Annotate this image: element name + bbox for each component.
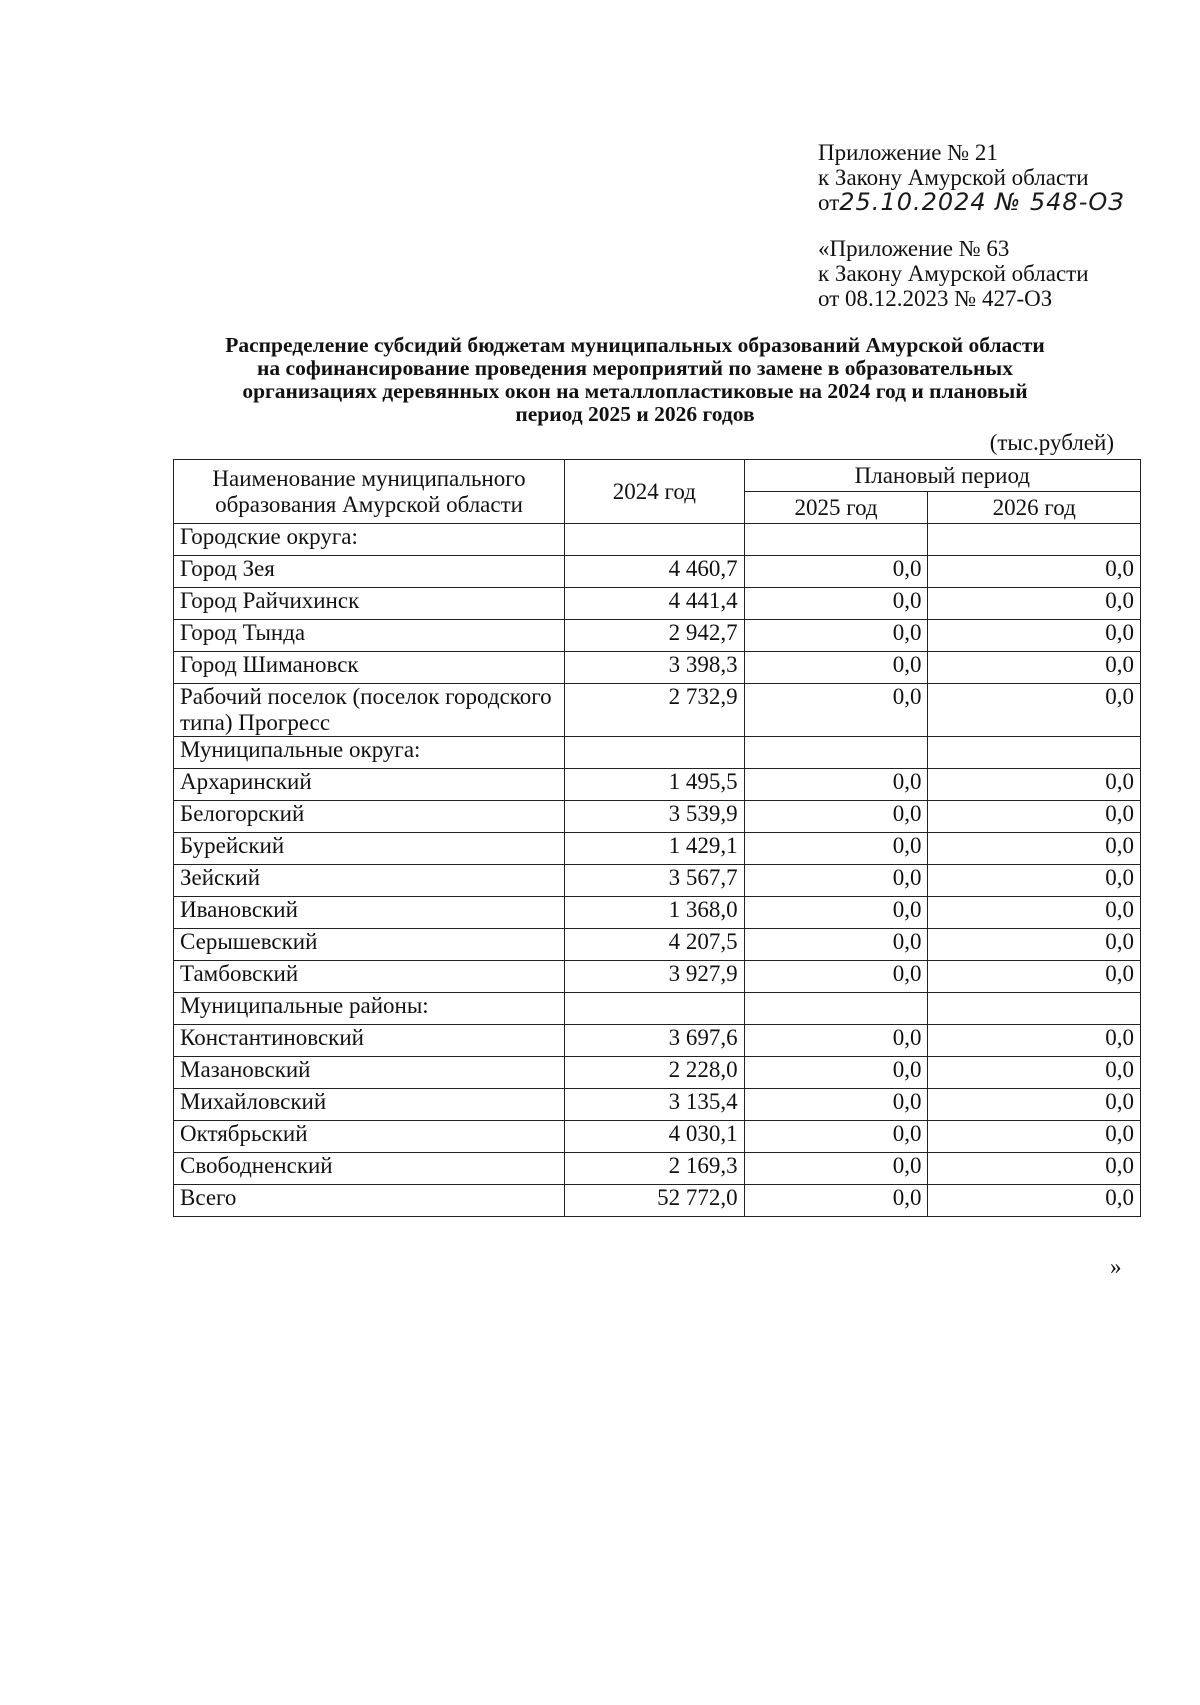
table-row xyxy=(174,1153,1141,1185)
table-row xyxy=(174,652,1141,684)
quoted-appendix-date: от 08.12.2023 № 427-ОЗ xyxy=(818,286,1053,311)
municipality-cell: Ивановский xyxy=(174,897,565,929)
section-name: Муниципальные округа: xyxy=(174,737,565,769)
table-row xyxy=(174,1089,1141,1121)
appendix-header xyxy=(818,140,1125,215)
appendix-number: Приложение № 21 xyxy=(818,140,998,165)
municipality-cell: Бурейский xyxy=(174,833,565,865)
municipality-cell: Рабочий поселок (поселок городского типа) Прогресс xyxy=(174,684,565,737)
value-2026-cell: 0,0 xyxy=(928,1153,1141,1185)
value-2026-cell: 0,0 xyxy=(928,620,1141,652)
value-2024-cell: 3 539,9 xyxy=(565,801,745,833)
value-2026-cell: 0,0 xyxy=(928,929,1141,961)
quoted-appendix-law: к Закону Амурской области xyxy=(818,261,1089,286)
value-2024-cell: 3 135,4 xyxy=(565,1089,745,1121)
section-row xyxy=(174,737,1141,769)
header-municipality: Наименование муниципального образования Амурской области xyxy=(174,460,565,524)
municipality-cell: Белогорский xyxy=(174,801,565,833)
quoted-appendix-number: «Приложение № 63 xyxy=(818,236,1010,261)
value-2025-cell: 0,0 xyxy=(744,897,928,929)
municipality-cell: Октябрьский xyxy=(174,1121,565,1153)
quoted-appendix-header xyxy=(818,236,1089,311)
section-row xyxy=(174,524,1141,556)
value-2024-cell: 3 927,9 xyxy=(565,961,745,993)
table-row xyxy=(174,833,1141,865)
empty-cell xyxy=(744,737,928,769)
value-2026-cell: 0,0 xyxy=(928,684,1141,737)
appendix-date-prefix: от xyxy=(818,190,840,215)
value-2025-cell: 0,0 xyxy=(744,1025,928,1057)
value-2025-cell: 0,0 xyxy=(744,1121,928,1153)
value-2024-cell: 2 732,9 xyxy=(565,684,745,737)
value-2026-cell: 0,0 xyxy=(928,801,1141,833)
value-2026-cell: 0,0 xyxy=(928,1025,1141,1057)
value-2024-cell: 4 441,4 xyxy=(565,588,745,620)
title-line-2: на софинансирование проведения мероприятий по замене в образовательных xyxy=(257,356,1013,380)
empty-cell xyxy=(565,737,745,769)
value-2025-cell: 0,0 xyxy=(744,801,928,833)
value-2026-cell: 0,0 xyxy=(928,1057,1141,1089)
municipality-cell: Константиновский xyxy=(174,1025,565,1057)
title-line-3: организациях деревянных окон на металлопластиковые на 2024 год и плановый xyxy=(242,379,1028,403)
value-2024-cell: 52 772,0 xyxy=(565,1185,745,1217)
table-row xyxy=(174,1057,1141,1089)
header-2025: 2025 год xyxy=(744,492,928,524)
value-2026-cell: 0,0 xyxy=(928,865,1141,897)
value-2025-cell: 0,0 xyxy=(744,588,928,620)
municipality-cell: Зейский xyxy=(174,865,565,897)
value-2026-cell: 0,0 xyxy=(928,769,1141,801)
title-line-1: Распределение субсидий бюджетам муниципальных образований Амурской области xyxy=(225,333,1045,357)
units-label: (тыс.рублей) xyxy=(989,430,1114,455)
header-2026: 2026 год xyxy=(928,492,1141,524)
value-2025-cell: 0,0 xyxy=(744,620,928,652)
value-2024-cell: 1 495,5 xyxy=(565,769,745,801)
value-2026-cell: 0,0 xyxy=(928,1089,1141,1121)
value-2025-cell: 0,0 xyxy=(744,769,928,801)
value-2025-cell: 0,0 xyxy=(744,1089,928,1121)
value-2024-cell: 3 697,6 xyxy=(565,1025,745,1057)
value-2024-cell: 2 169,3 xyxy=(565,1153,745,1185)
value-2024-cell: 3 398,3 xyxy=(565,652,745,684)
municipality-cell: Архаринский xyxy=(174,769,565,801)
header-2024: 2024 год xyxy=(565,460,745,524)
value-2024-cell: 1 429,1 xyxy=(565,833,745,865)
total-row xyxy=(174,1185,1141,1217)
table-row xyxy=(174,588,1141,620)
municipality-cell: Всего xyxy=(174,1185,565,1217)
value-2026-cell: 0,0 xyxy=(928,588,1141,620)
municipality-cell: Город Тында xyxy=(174,620,565,652)
section-name: Муниципальные районы: xyxy=(174,993,565,1025)
value-2025-cell: 0,0 xyxy=(744,1153,928,1185)
value-2026-cell: 0,0 xyxy=(928,652,1141,684)
value-2024-cell: 4 030,1 xyxy=(565,1121,745,1153)
value-2025-cell: 0,0 xyxy=(744,865,928,897)
municipality-cell: Тамбовский xyxy=(174,961,565,993)
table-row xyxy=(174,961,1141,993)
table-row xyxy=(174,556,1141,588)
municipality-cell: Мазановский xyxy=(174,1057,565,1089)
empty-cell xyxy=(565,524,745,556)
table-row xyxy=(174,769,1141,801)
value-2024-cell: 4 207,5 xyxy=(565,929,745,961)
title-line-4: период 2025 и 2026 годов xyxy=(515,402,755,426)
value-2025-cell: 0,0 xyxy=(744,684,928,737)
header-planned-period: Плановый период xyxy=(744,460,1140,492)
table-row xyxy=(174,929,1141,961)
value-2025-cell: 0,0 xyxy=(744,556,928,588)
section-row xyxy=(174,993,1141,1025)
empty-cell xyxy=(744,524,928,556)
value-2024-cell: 4 460,7 xyxy=(565,556,745,588)
document-title xyxy=(160,334,1110,426)
municipality-cell: Свободненский xyxy=(174,1153,565,1185)
value-2026-cell: 0,0 xyxy=(928,897,1141,929)
value-2024-cell: 3 567,7 xyxy=(565,865,745,897)
value-2025-cell: 0,0 xyxy=(744,652,928,684)
value-2024-cell: 1 368,0 xyxy=(565,897,745,929)
value-2026-cell: 0,0 xyxy=(928,1185,1141,1217)
municipality-cell: Город Зея xyxy=(174,556,565,588)
table-row xyxy=(174,684,1141,737)
handwritten-date-number: 25.10.2024 № 548-ОЗ xyxy=(839,188,1125,216)
subsidy-table xyxy=(173,459,1141,1217)
table-row xyxy=(174,801,1141,833)
value-2025-cell: 0,0 xyxy=(744,1057,928,1089)
appendix-date-line xyxy=(818,190,1125,215)
empty-cell xyxy=(928,737,1141,769)
value-2026-cell: 0,0 xyxy=(928,961,1141,993)
table-row xyxy=(174,620,1141,652)
value-2025-cell: 0,0 xyxy=(744,929,928,961)
value-2026-cell: 0,0 xyxy=(928,833,1141,865)
value-2025-cell: 0,0 xyxy=(744,961,928,993)
closing-quote: » xyxy=(1110,1254,1122,1279)
municipality-cell: Город Шимановск xyxy=(174,652,565,684)
section-name: Городские округа: xyxy=(174,524,565,556)
table-body xyxy=(174,524,1141,1217)
municipality-cell: Серышевский xyxy=(174,929,565,961)
empty-cell xyxy=(744,993,928,1025)
municipality-cell: Михайловский xyxy=(174,1089,565,1121)
value-2024-cell: 2 942,7 xyxy=(565,620,745,652)
municipality-cell: Город Райчихинск xyxy=(174,588,565,620)
value-2026-cell: 0,0 xyxy=(928,556,1141,588)
value-2026-cell: 0,0 xyxy=(928,1121,1141,1153)
table-row xyxy=(174,897,1141,929)
value-2025-cell: 0,0 xyxy=(744,833,928,865)
empty-cell xyxy=(928,993,1141,1025)
value-2024-cell: 2 228,0 xyxy=(565,1057,745,1089)
table-row xyxy=(174,865,1141,897)
appendix-law: к Закону Амурской области xyxy=(818,165,1089,190)
value-2025-cell: 0,0 xyxy=(744,1185,928,1217)
table-row xyxy=(174,1025,1141,1057)
empty-cell xyxy=(565,993,745,1025)
empty-cell xyxy=(928,524,1141,556)
table-row xyxy=(174,1121,1141,1153)
